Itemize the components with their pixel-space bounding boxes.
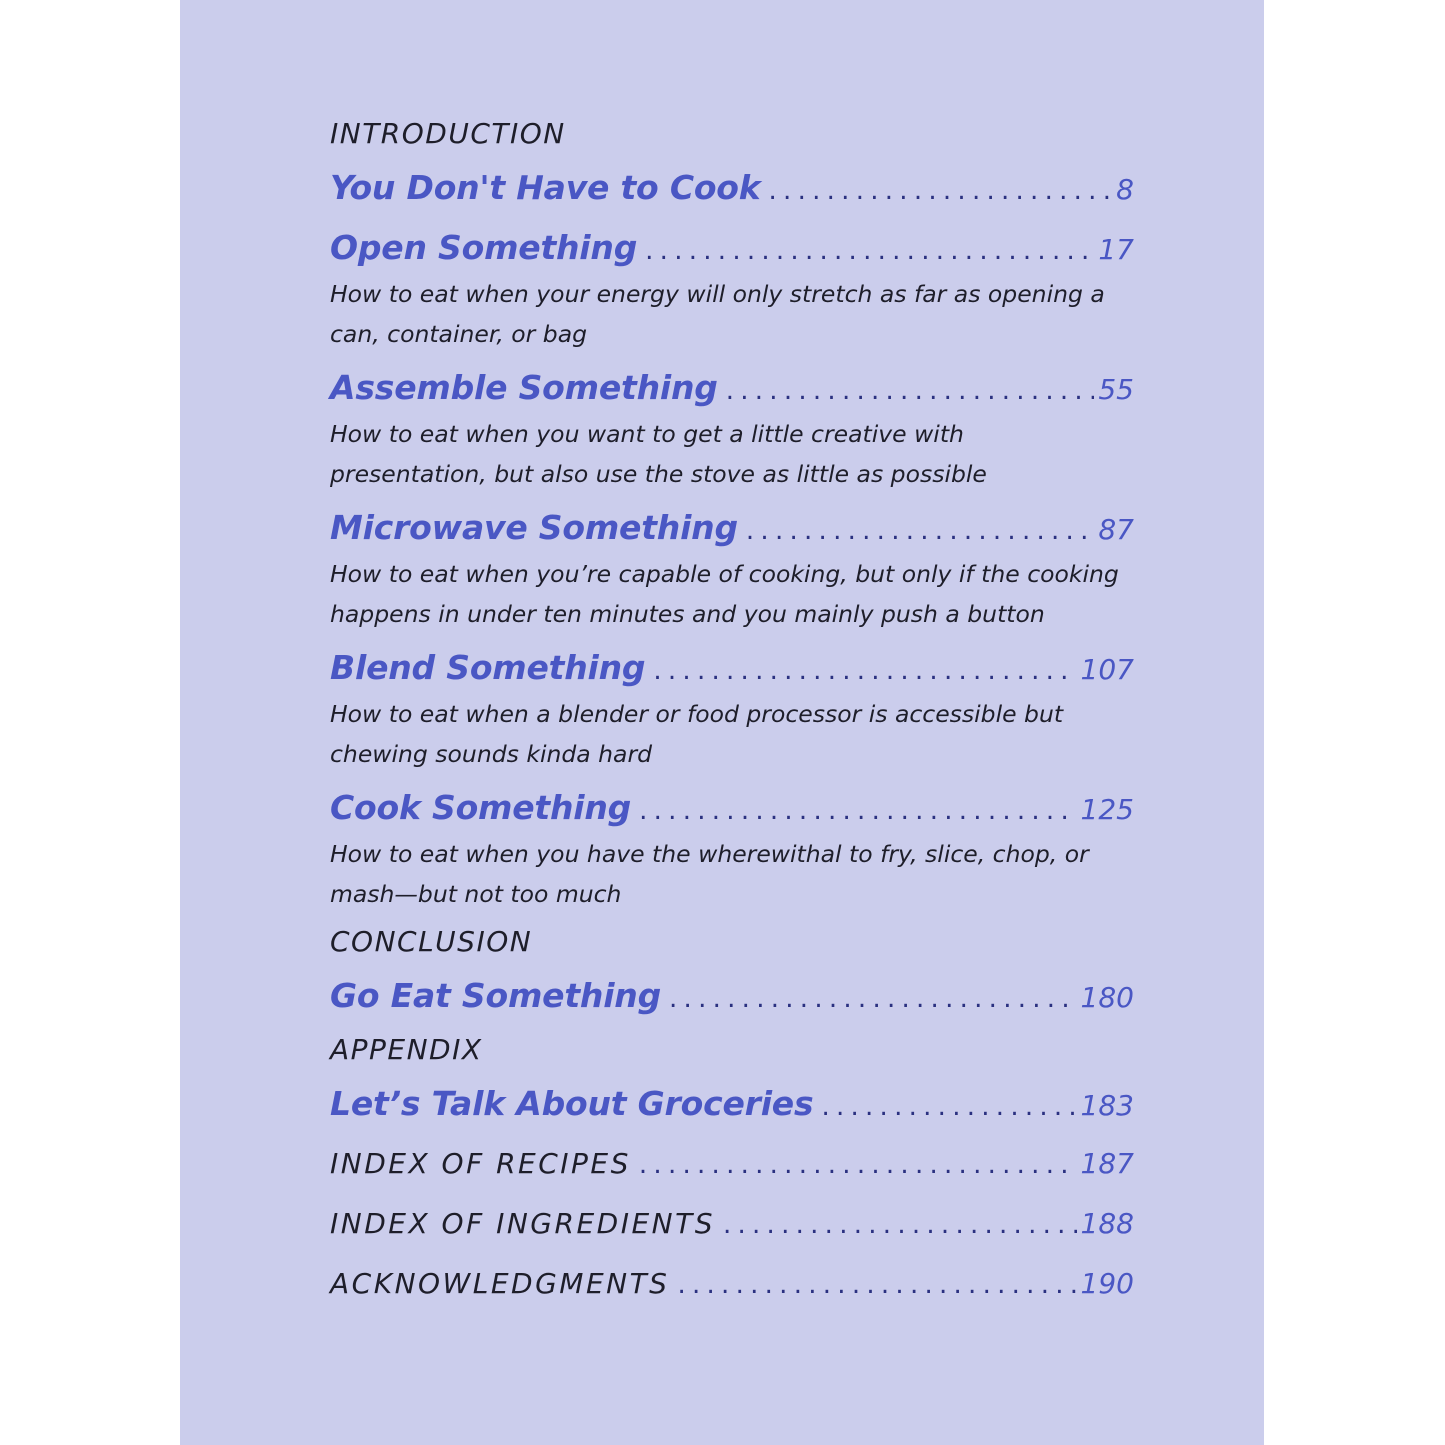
table-of-contents bbox=[330, 110, 1134, 1314]
entry-page-number: 180 bbox=[1080, 981, 1134, 1014]
dot-leader bbox=[677, 1255, 1076, 1315]
entry-title: Cook Something bbox=[330, 788, 632, 827]
entry-title: Go Eat Something bbox=[330, 976, 662, 1015]
appendix-label: APPENDIX bbox=[330, 1033, 483, 1066]
entry-page-number: 183 bbox=[1080, 1089, 1134, 1122]
entry-page-number: 187 bbox=[1080, 1147, 1134, 1180]
entry-title: Blend Something bbox=[330, 648, 646, 687]
entry-description: How to eat when a blender or food processor is accessible but chewing sounds kinda hard bbox=[330, 700, 1064, 768]
toc-entry-index-of-ingredients[interactable] bbox=[330, 1194, 1134, 1254]
entry-page-number: 55 bbox=[1098, 373, 1134, 406]
entry-title: You Don't Have to Cook bbox=[330, 168, 761, 207]
entry-page-number: 190 bbox=[1080, 1267, 1134, 1300]
entry-title: INDEX OF INGREDIENTS bbox=[330, 1207, 715, 1240]
entry-page-number: 188 bbox=[1080, 1207, 1134, 1240]
dot-leader bbox=[669, 969, 1077, 1029]
dot-leader bbox=[769, 161, 1113, 221]
dot-leader bbox=[723, 1195, 1077, 1255]
toc-entry-acknowledgments[interactable] bbox=[330, 1254, 1134, 1314]
dot-leader bbox=[746, 501, 1094, 561]
conclusion-label: CONCLUSION bbox=[330, 925, 533, 958]
entry-title: Let’s Talk About Groceries bbox=[330, 1084, 814, 1123]
dot-leader bbox=[639, 781, 1076, 841]
entry-title: Assemble Something bbox=[330, 368, 718, 407]
toc-entry-go-eat-something[interactable] bbox=[330, 966, 1134, 1026]
dot-leader bbox=[653, 641, 1076, 701]
entry-description: How to eat when you want to get a little creative with presentation, but also use the stove as little as possible bbox=[330, 420, 987, 488]
toc-entry-blend-something[interactable] bbox=[330, 638, 1134, 698]
toc-page bbox=[180, 0, 1264, 1445]
toc-entry-you-dont-have-to-cook[interactable] bbox=[330, 158, 1134, 218]
entry-description: How to eat when you’re capable of cooking, but only if the cooking happens in under ten minutes and you mainly push a button bbox=[330, 560, 1119, 628]
dot-leader bbox=[639, 1135, 1077, 1195]
entry-title: INDEX OF RECIPES bbox=[330, 1147, 631, 1180]
entry-title: ACKNOWLEDGMENTS bbox=[330, 1267, 670, 1300]
entry-description: How to eat when you have the wherewithal to fry, slice, chop, or mash—but not too much bbox=[330, 840, 1089, 908]
toc-entry-assemble-something[interactable] bbox=[330, 358, 1134, 418]
entry-page-number: 125 bbox=[1080, 793, 1134, 826]
entry-description: How to eat when your energy will only stretch as far as opening a can, container, or bag bbox=[330, 280, 1105, 348]
entry-title: Microwave Something bbox=[330, 508, 738, 547]
dot-leader bbox=[645, 221, 1094, 281]
toc-entry-cook-something[interactable] bbox=[330, 778, 1134, 838]
introduction-label: INTRODUCTION bbox=[330, 117, 566, 150]
toc-entry-open-something[interactable] bbox=[330, 218, 1134, 278]
entry-page-number: 87 bbox=[1098, 513, 1134, 546]
toc-entry-lets-talk-about-groceries[interactable] bbox=[330, 1074, 1134, 1134]
entry-page-number: 8 bbox=[1116, 173, 1134, 206]
toc-entry-index-of-recipes[interactable] bbox=[330, 1134, 1134, 1194]
entry-title: Open Something bbox=[330, 228, 638, 267]
dot-leader bbox=[726, 361, 1095, 421]
entry-page-number: 17 bbox=[1098, 233, 1134, 266]
entry-page-number: 107 bbox=[1080, 653, 1134, 686]
dot-leader bbox=[821, 1077, 1076, 1137]
toc-entry-microwave-something[interactable] bbox=[330, 498, 1134, 558]
